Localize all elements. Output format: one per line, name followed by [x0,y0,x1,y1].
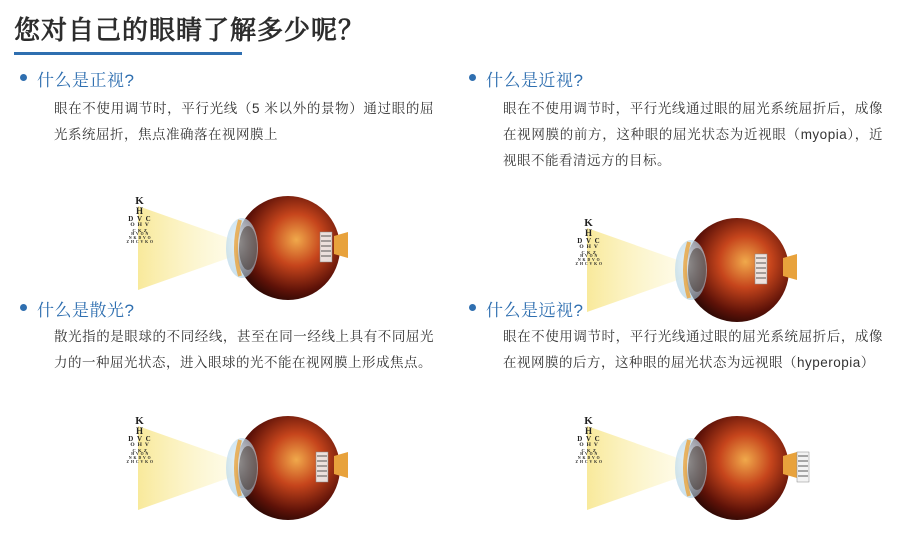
eye-chart: K H D V C O H V C K Z H V O N N K D V O Z H C V K O [126,195,154,244]
section-body-emmetropia: 眼在不使用调节时，平行光线（5 米以外的景物）通过眼的屈光系统屈折，焦点准确落在视网膜上 [54,101,434,142]
section-emmetropia [0,60,448,303]
section-heading-hyperopia [469,296,583,321]
heading-label: 什么是近视? [486,71,584,90]
heading-label: 什么是远视? [486,301,584,320]
section-hyperopia [449,290,897,533]
eye-chart: K H D V C O H V C K Z H V O N N K D V O Z H C V K O [575,217,603,266]
section-myopia [449,60,897,303]
content-grid [0,60,897,547]
eye-chart: K H D V C O H V C K Z H V O N N K D V O Z H C V K O [575,415,603,464]
section-astigmatism [0,290,448,533]
bullet-icon [20,304,27,311]
bullet-icon [469,74,476,81]
section-body-hyperopia: 眼在不使用调节时，平行光线通过眼的屈光系统屈折后，成像在视网膜的后方，这种眼的屈光状态为远视眼（hyperopia） [503,329,883,370]
bullet-icon [20,74,27,81]
title-underline [14,52,242,55]
section-heading-emmetropia [20,66,134,91]
section-body-astigmatism: 散光指的是眼球的不同经线，甚至在同一经线上具有不同屈光力的一种屈光状态，进入眼球的光不能在视网膜上形成焦点。 [54,329,434,370]
heading-label: 什么是正视? [37,71,135,90]
page-title: 您对自己的眼睛了解多少呢？ [14,15,366,45]
hyperopic-eye-diagram [569,408,819,528]
astigmatic-eye-diagram [120,408,370,528]
bullet-icon [469,304,476,311]
section-body-myopia: 眼在不使用调节时，平行光线通过眼的屈光系统屈折后，成像在视网膜的前方，这种眼的屈光状态为近视眼（myopia），近视眼不能看清远方的目标。 [503,101,883,168]
section-heading-myopia [469,66,583,91]
eye-chart: K H D V C O H V C K Z H V O N N K D V O Z H C V K O [126,415,154,464]
section-heading-astigmatism [20,296,134,321]
heading-label: 什么是散光? [37,301,135,320]
